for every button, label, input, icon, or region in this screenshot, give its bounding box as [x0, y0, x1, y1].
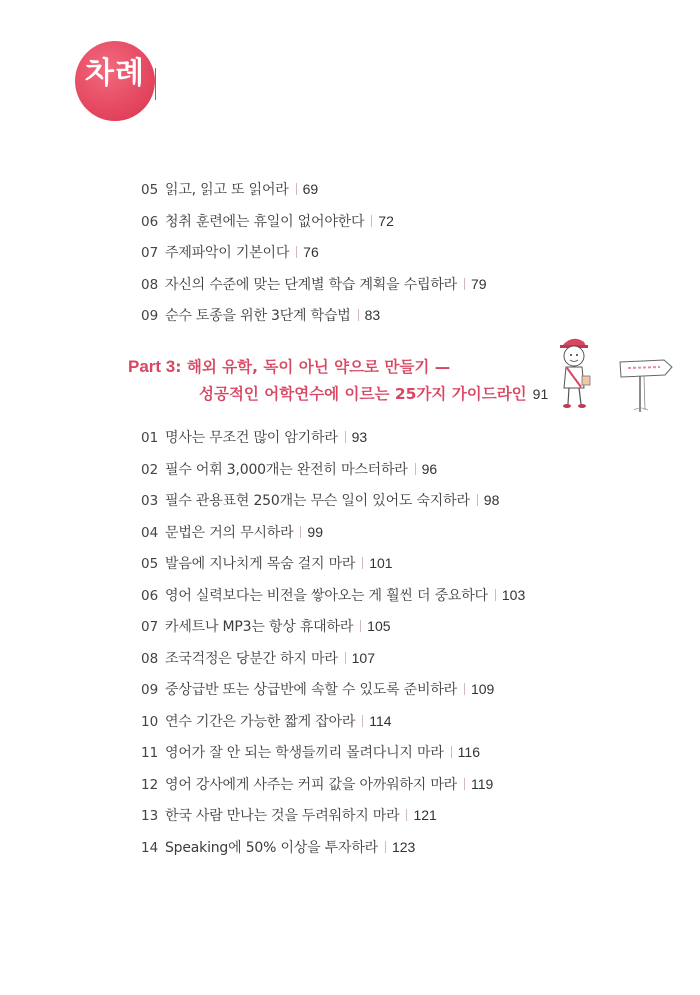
entry-page: 105 [367, 618, 391, 634]
divider [406, 809, 407, 821]
entry-page: 83 [364, 307, 381, 323]
divider [385, 841, 386, 853]
page-title: 차례 [85, 56, 145, 91]
toc-entry[interactable] [141, 242, 487, 274]
divider [345, 431, 346, 443]
entry-page: 76 [303, 244, 319, 260]
toc-entry[interactable] [141, 616, 525, 648]
divider [415, 463, 416, 475]
toc-entry[interactable] [141, 585, 525, 617]
entry-page: 121 [413, 807, 437, 823]
divider [360, 620, 361, 632]
entry-title: 주제파악이 기본이다 [165, 245, 290, 261]
entry-number: 06 [141, 587, 159, 604]
entry-number: 11 [141, 745, 159, 761]
entry-number: 13 [141, 808, 159, 824]
toc-entry[interactable] [141, 490, 525, 522]
divider [296, 246, 297, 258]
entry-number: 14 [141, 839, 159, 856]
entry-number: 04 [141, 524, 159, 541]
divider [362, 557, 363, 569]
entry-page: 114 [369, 712, 392, 729]
entry-title: 필수 관용표현 250개는 무슨 일이 있어도 숙지하라 [165, 493, 470, 509]
toc-entry[interactable] [141, 805, 525, 837]
entry-title: 발음에 지나치게 목숨 걸지 마라 [165, 556, 356, 572]
entry-title: 영어 강사에게 사주는 커피 값을 아까워하지 마라 [165, 776, 457, 793]
entry-title: 영어 실력보다는 비전을 쌓아오는 게 훨씬 더 중요하다 [165, 587, 488, 604]
boy-with-signpost-illustration [548, 330, 678, 415]
divider [495, 589, 496, 601]
divider [451, 746, 452, 758]
toc-entry[interactable] [141, 742, 525, 774]
toc-entry[interactable] [141, 274, 487, 306]
entry-number: 01 [141, 430, 159, 446]
part3-heading[interactable] [128, 355, 450, 379]
entry-page: 107 [351, 649, 375, 666]
entry-title: 자신의 수준에 맞는 단계별 학습 계획을 수립하라 [165, 276, 457, 293]
entry-number: 05 [141, 556, 159, 572]
divider [296, 183, 297, 195]
entry-number: 09 [141, 682, 159, 698]
divider [464, 683, 465, 695]
toc-entry[interactable] [141, 553, 525, 585]
entry-number: 12 [141, 776, 159, 793]
entry-title: 명사는 무조건 많이 암기하라 [165, 430, 338, 446]
entry-page: 116 [457, 744, 480, 760]
part-page: 91 [532, 386, 549, 402]
toc-entry[interactable] [141, 711, 525, 743]
entry-title: 청취 훈련에는 휴일이 없어야한다 [165, 213, 365, 230]
toc-entry[interactable] [141, 211, 487, 243]
entry-title: 중상급반 또는 상급반에 속할 수 있도록 준비하라 [165, 682, 457, 698]
toc-entry[interactable] [141, 679, 525, 711]
divider [477, 494, 478, 506]
toc-list-part3 [141, 427, 525, 868]
toc-entry[interactable] [141, 305, 487, 337]
toc-entry[interactable] [141, 522, 525, 554]
entry-title: 영어가 잘 안 되는 학생들끼리 몰려다니지 마라 [165, 745, 444, 761]
entry-page: 98 [483, 492, 500, 508]
entry-title: Speaking에 50% 이상을 투자하라 [165, 839, 378, 856]
entry-number: 09 [141, 308, 159, 324]
entry-number: 10 [141, 713, 159, 730]
part-title-line1: : 해외 유학, 독이 아닌 약으로 만들기 — [175, 358, 451, 376]
entry-title: 읽고, 읽고 또 읽어라 [165, 182, 289, 198]
entry-title: 순수 토종을 위한 3단계 학습법 [165, 308, 351, 324]
entry-title: 한국 사람 만나는 것을 두려워하지 마라 [165, 808, 400, 824]
divider [358, 309, 359, 321]
part3-subtitle [199, 382, 548, 406]
entry-page: 96 [421, 460, 438, 477]
toc-entry[interactable] [141, 837, 525, 869]
entry-number: 03 [141, 493, 159, 509]
toc-list-part2 [141, 179, 487, 337]
entry-number: 08 [141, 650, 159, 667]
entry-title: 문법은 거의 무시하라 [165, 524, 294, 541]
entry-page: 101 [369, 555, 393, 571]
entry-number: 07 [141, 245, 159, 261]
divider [371, 215, 372, 227]
entry-title: 조국걱정은 당분간 하지 마라 [165, 650, 338, 667]
entry-number: 08 [141, 276, 159, 293]
entry-title: 연수 기간은 가능한 짧게 잡아라 [165, 713, 356, 730]
divider [464, 278, 465, 290]
entry-page: 123 [391, 838, 416, 855]
toc-entry[interactable] [141, 459, 525, 491]
divider [362, 715, 363, 727]
toc-entry[interactable] [141, 774, 525, 806]
entry-page: 72 [378, 212, 394, 229]
entry-page: 93 [351, 429, 368, 445]
entry-page: 69 [302, 181, 319, 197]
toc-entry[interactable] [141, 179, 487, 211]
illustration-icon [548, 330, 678, 415]
entry-page: 79 [470, 275, 487, 292]
toc-entry[interactable] [141, 648, 525, 680]
entry-page: 119 [470, 775, 494, 792]
entry-page: 99 [307, 523, 323, 540]
part-title-line2: 성공적인 어학연수에 이르는 25가지 가이드라인 [199, 385, 527, 403]
entry-title: 카세트나 MP3는 항상 휴대하라 [165, 619, 354, 635]
entry-number: 06 [141, 213, 159, 230]
entry-page: 109 [470, 681, 495, 697]
entry-title: 필수 어휘 3,000개는 완전히 마스터하라 [165, 461, 408, 478]
entry-number: 02 [141, 461, 159, 478]
entry-number: 05 [141, 182, 159, 198]
divider [345, 652, 346, 664]
divider [464, 778, 465, 790]
divider [300, 526, 301, 538]
part-label: Part 3 [128, 357, 176, 376]
toc-entry[interactable] [141, 427, 525, 459]
entry-page: 103 [501, 586, 526, 603]
entry-number: 07 [141, 619, 159, 635]
